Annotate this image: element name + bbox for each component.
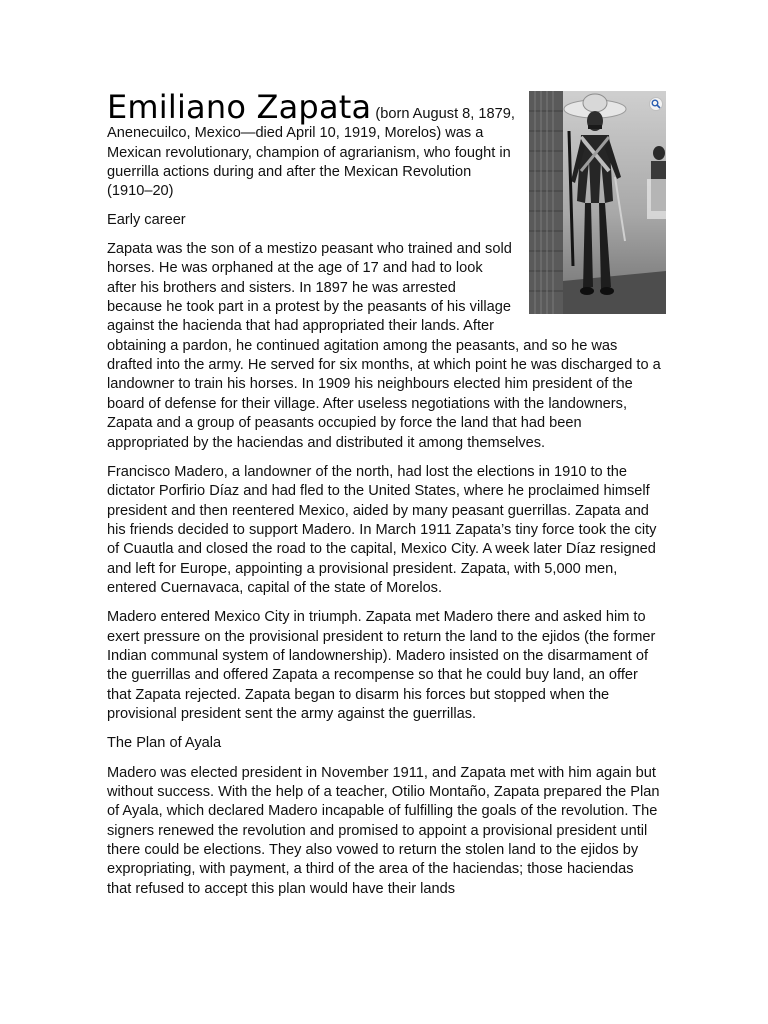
paragraph-early-career-1: Zapata was the son of a mestizo peasant who trained and sold horses. He was orphaned at the age of 17 and had to look after his brothers and sisters. In 1897 he was arrested because he took part in a protest by the peasants of his village against the hacienda that had appropriated their lands. After obtaining a pardon, he continued agitation among the peasants, and so he was drafted into the army. He served for six months, at which point he was discharged to a landowner to train his horses. In 1909 his neighbours elected him president of the board of defense for their village. After useless negotiations with the landowners, Zapata and a group of peasants occupied by force the land that had been appropriated by the haciendas and distributed it among themselves. [107,241,661,451]
section-heading-early-career: Early career [107,211,186,228]
paragraph-early-career-2: Francisco Madero, a landowner of the north, had lost the elections in 1910 to the dictator Porfirio Díaz and had fled to the United States, where he proclaimed himself president and then reentered Mexico, aided by many peasant guerrillas. Zapata and his friends decided to support Madero. In March 1911 Zapata’s tiny force took the city of Cuautla and closed the road to the capital, Mexico City. A week later Díaz resigned and left for Europe, appointing a provisional president. Zapata, with 5,000 men, entered Cuernavaca, capital of the state of Morelos. [107,463,657,596]
paragraph-plan-of-ayala-1: Madero was elected president in November 1911, and Zapata met with him again but without success. With the help of a teacher, Otilio Montaño, Zapata prepared the Plan of Ayala, which declared Madero incapable of fulfilling the goals of the revolution. The signers renewed the revolution and promised to appoint a provisional president until there could be elections. They also vowed to return the stolen land to the ejidos by expropriating, with payment, a third of the area of the haciendas; those haciendas that refused to accept this plan would have their lands [107,764,660,897]
portrait-illustration [529,91,666,314]
magnifier-icon[interactable] [649,97,663,111]
section-heading-plan-of-ayala: The Plan of Ayala [107,735,222,752]
paragraph-early-career-3: Madero entered Mexico City in triumph. Zapata met Madero there and asked him to exert pressure on the provisional president to return the land to the ejidos (the former Indian communal system of landownership). Madero insisted on the disarmament of the guerrillas and offered Zapata a recompense so that he could buy land, an offer that Zapata rejected. Zapata began to disarm his forces but stopped when the provisional president sent the army against the guerrillas. [107,609,656,722]
article [107,90,661,909]
portrait-photo[interactable] [529,91,666,314]
article-title: Emiliano Zapata [107,88,372,126]
lead-text: (born August 8, 1879, Anenecuilco, Mexico—died April 10, 1919, Morelos) was a Mexican revolutionary, champion of agrarianism, who fought in guerrilla actions during and after the Mexican Revolution (1910–20) [107,106,515,200]
